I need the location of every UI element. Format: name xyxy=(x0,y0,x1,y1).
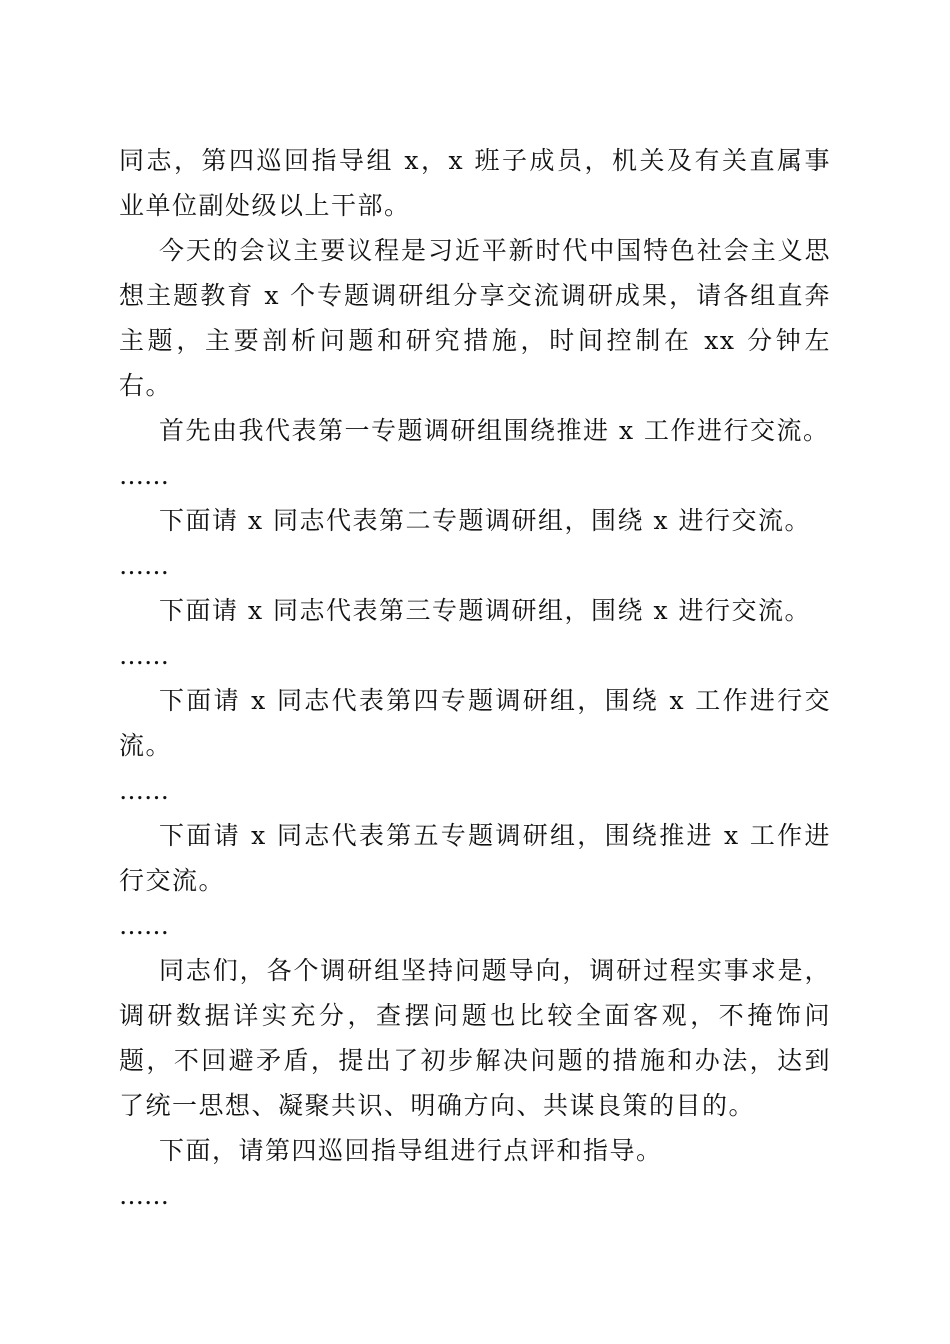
ellipsis-line: …… xyxy=(119,461,169,490)
paragraph: 同志们，各个调研组坚持问题导向，调研过程实事求是，调研数据详实充分，查摆问题也比较全面客观，不掩饰问题，不回避矛盾，提出了初步解决问题的措施和办法，达到了统一思想、凝聚共识、明确方向、共谋良策的目的。 xyxy=(119,956,831,1120)
paragraph: 今天的会议主要议程是习近平新时代中国特色社会主义思想主题教育 x 个专题调研组分享交流调研成果，请各组直奔主题，主要剖析问题和研究措施，时间控制在 xx 分钟左右。 xyxy=(119,236,831,400)
ellipsis-line: …… xyxy=(119,776,169,805)
ellipsis-line: …… xyxy=(119,551,169,580)
paragraph: 下面，请第四巡回指导组进行点评和指导。 xyxy=(159,1136,663,1165)
ellipsis-line: …… xyxy=(119,1181,169,1210)
paragraph: 下面请 x 同志代表第三专题调研组，围绕 x 进行交流。 xyxy=(159,596,811,625)
ellipsis-line: …… xyxy=(119,641,169,670)
document-body xyxy=(119,138,831,1218)
paragraph: 首先由我代表第一专题调研组围绕推进 x 工作进行交流。 xyxy=(159,416,830,445)
paragraph: 下面请 x 同志代表第二专题调研组，围绕 x 进行交流。 xyxy=(159,506,811,535)
paragraph: 下面请 x 同志代表第四专题调研组，围绕 x 工作进行交流。 xyxy=(119,686,831,760)
paragraph: 下面请 x 同志代表第五专题调研组，围绕推进 x 工作进行交流。 xyxy=(119,821,831,895)
paragraph: 同志，第四巡回指导组 x，x 班子成员，机关及有关直属事业单位副处级以上干部。 xyxy=(119,146,831,220)
ellipsis-line: …… xyxy=(119,911,169,940)
